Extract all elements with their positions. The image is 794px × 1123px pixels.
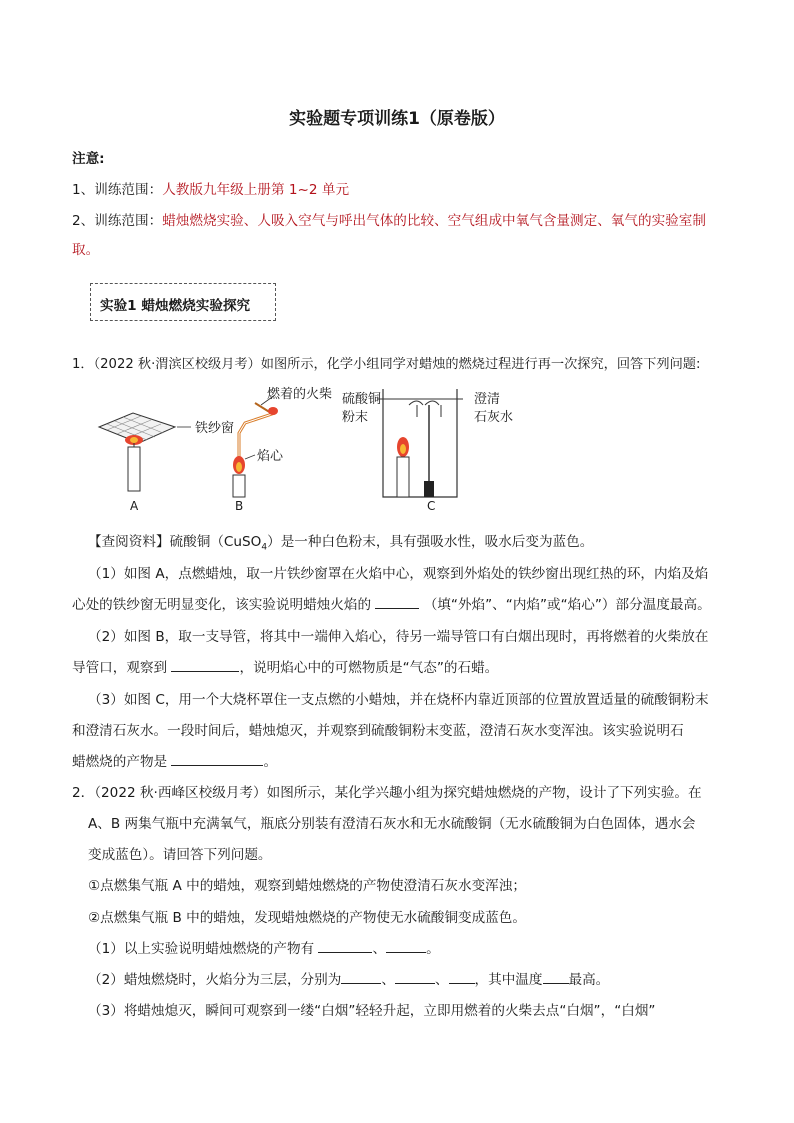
q2-p1-end: 。	[426, 941, 440, 957]
q1-p3-line3	[72, 750, 277, 770]
label-a: A	[130, 499, 139, 513]
label-b: B	[235, 499, 244, 513]
range-2-prefix: 2、训练范围：	[72, 213, 163, 229]
beaker-icon	[383, 389, 457, 497]
q2-p2-text: （2）蜡烛燃烧时，火焰分为三层，分别为	[88, 972, 342, 988]
q1-p2-text-a: 导管口，观察到	[72, 660, 168, 676]
q1-info-sub: 4	[261, 542, 268, 553]
range-1-value: 人教版九年级上册第 1~2 单元	[162, 182, 350, 198]
q2-p1-blank-2[interactable]	[386, 940, 426, 953]
note-label: 注意:	[72, 151, 105, 167]
stand-icon	[424, 481, 434, 497]
training-range-1	[72, 178, 349, 198]
q2-p1-text: （1）以上实验说明蜡烛燃烧的产物有	[88, 941, 315, 957]
dish-icon	[409, 401, 439, 405]
q1-p2-answer-blank[interactable]	[171, 659, 239, 672]
range-1-prefix: 1、训练范围：	[72, 182, 163, 198]
q2-stem-line3: 变成蓝色）。请回答下列问题。	[88, 847, 272, 863]
q2-p2-sep-2: 、	[434, 972, 449, 988]
q1-stem: 1．（2022 秋·渭滨区校级月考）如图所示，化学小组同学对蜡烛的燃烧过程进行再一次探究，回答下列问题:	[72, 357, 701, 372]
q2-p2-text-b: ，其中温度	[474, 972, 543, 988]
candle-b-icon	[233, 475, 245, 497]
q1-p1-text-b: （填“外焰”、“内焰”或“焰心”）部分温度最高。	[423, 597, 711, 613]
q1-info-text: 【查阅资料】硫酸铜（CuSO	[88, 534, 262, 550]
q2-p2-blank-2[interactable]	[395, 971, 435, 984]
q2-step1: ①点燃集气瓶 A 中的蜡烛，观察到蜡烛燃烧的产物使澄清石灰水变浑浊；	[88, 878, 526, 894]
training-range-2	[72, 209, 706, 229]
q2-p2-blank-4[interactable]	[543, 971, 569, 984]
q2-p1	[88, 937, 440, 957]
range-2-value-line1: 蜡烛燃烧实验、人吸入空气与呼出气体的比较、空气组成中氧气含量测定、氧气的实验室制	[162, 213, 706, 229]
label-match: 燃着的火柴	[267, 387, 333, 402]
q1-info	[88, 530, 593, 553]
q1-p2-line1: （2）如图 B，取一支导管，将其中一端伸入焰心，待另一端导管口有白烟出现时，再将燃着的火柴放在	[88, 629, 709, 645]
label-lime-2: 石灰水	[474, 410, 514, 425]
q1-p1-line2	[72, 593, 711, 613]
label-lime-1: 澄清	[474, 392, 501, 407]
figure-b	[233, 386, 332, 513]
q2-stem-line2: A、B 两集气瓶中充满氧气，瓶底分别装有澄清石灰水和无水硫酸铜（无水硫酸铜为白色固体，遇水会	[88, 816, 696, 832]
q2-p2-blank-1[interactable]	[341, 971, 381, 984]
section-box	[90, 283, 276, 321]
q1-p2-text-b: ，说明焰心中的可燃物质是“气态”的石蜡。	[239, 660, 499, 676]
q1-p3-line1: （3）如图 C，用一个大烧杯罩住一支点燃的小蜡烛，并在烧杯内靠近顶部的位置放置适量的硫酸铜粉末	[88, 692, 709, 708]
candle-c-icon	[397, 457, 409, 497]
q1-p1-text-a: 心处的铁纱窗无明显变化，该实验说明蜡烛火焰的	[72, 597, 372, 613]
q1-p3-answer-blank[interactable]	[171, 753, 263, 766]
q1-p1-line1: （1）如图 A，点燃蜡烛，取一片铁纱窗罩在火焰中心，观察到外焰处的铁纱窗出现红热的环，内焰及焰	[88, 566, 709, 582]
q2-step2: ②点燃集气瓶 B 中的蜡烛，发现蜡烛燃烧的产物使无水硫酸铜变成蓝色。	[88, 910, 526, 926]
q2-p1-sep: 、	[372, 941, 387, 957]
range-2-value-line2: 取。	[72, 242, 100, 258]
q2-p2	[88, 968, 609, 988]
figure-c	[342, 389, 513, 513]
q2-stem-line1: 2．（2022 秋·西峰区校级月考）如图所示，某化学兴趣小组为探究蜡烛燃烧的产物，设计了下列实验。在	[72, 785, 702, 801]
q1-p1-answer-blank[interactable]	[375, 596, 419, 609]
q2-p2-sep-1: 、	[381, 972, 395, 988]
page-title: 实验题专项训练1（原卷版）	[289, 109, 505, 129]
q2-p1-blank-1[interactable]	[318, 940, 372, 953]
q1-p2-line2	[72, 656, 498, 676]
q1-p3-line2: 和澄清石灰水。一段时间后，蜡烛熄灭，并观察到硫酸铜粉末变蓝，澄清石灰水变浑浊。该实验说明石	[72, 723, 684, 739]
label-c: C	[427, 499, 436, 513]
label-flame-core: 焰心	[257, 449, 284, 464]
q1-figure	[95, 383, 525, 515]
q2-p3: （3）将蜡烛熄灭，瞬间可观察到一缕“白烟”轻轻升起，立即用燃着的火柴去点“白烟”，“白烟”	[88, 1003, 656, 1019]
q2-p2-blank-3[interactable]	[449, 971, 475, 984]
q1-p3-text-b: 。	[263, 754, 278, 770]
candle-icon	[128, 447, 140, 491]
label-gauze: 铁纱窗	[195, 421, 235, 436]
label-cuso4-1: 硫酸铜	[342, 392, 382, 407]
q1-p3-text-a: 蜡燃烧的产物是	[72, 754, 168, 770]
q2-p2-end: 最高。	[568, 972, 610, 988]
figure-a	[99, 413, 234, 513]
q1-info-rest: ）是一种白色粉末，具有强吸水性，吸水后变为蓝色。	[267, 534, 594, 550]
label-cuso4-2: 粉末	[342, 410, 369, 425]
section-title: 实验1 蜡烛燃烧实验探究	[100, 298, 251, 314]
